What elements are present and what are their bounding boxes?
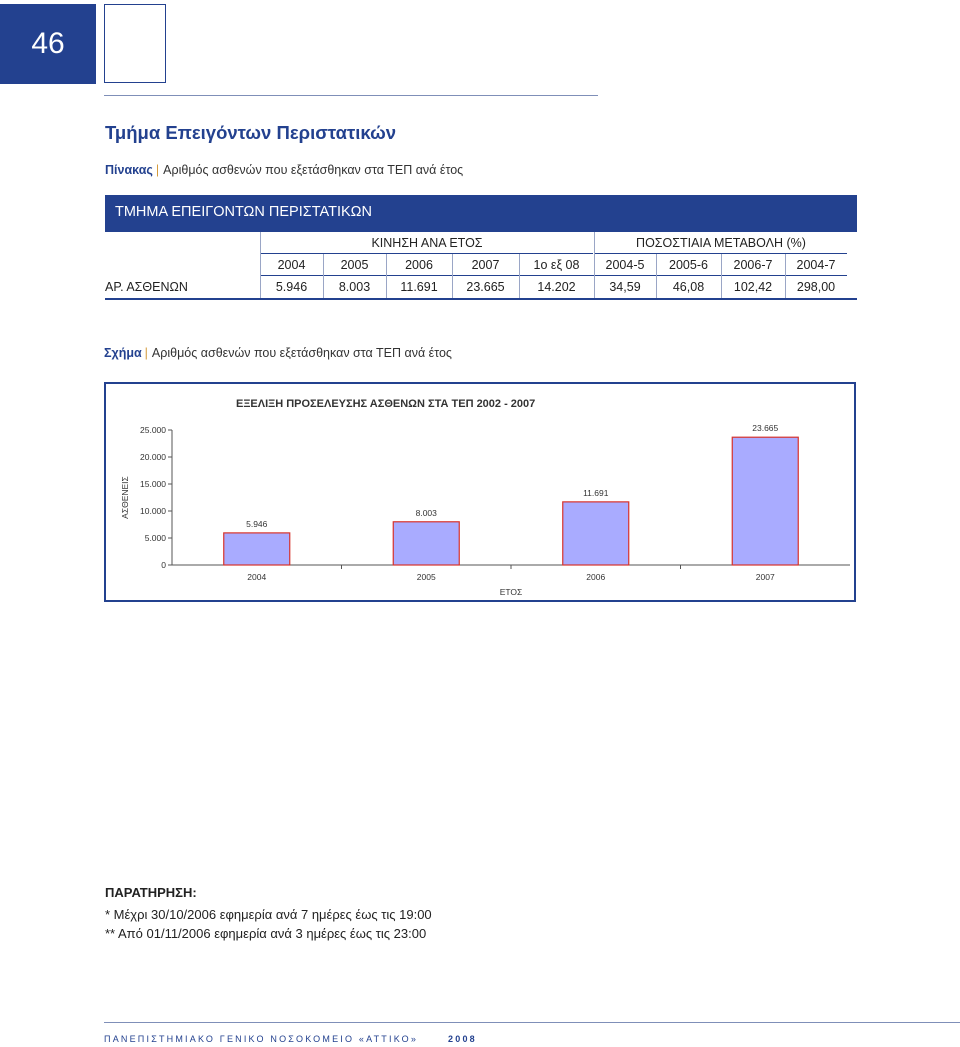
header-divider	[104, 95, 598, 96]
notes	[105, 883, 432, 944]
figure-caption-text: Αριθμός ασθενών που εξετάσθηκαν στα ΤΕΠ ανά έτος	[151, 346, 452, 360]
table-cell: 11.691	[400, 280, 438, 294]
footer-text: ΠΑΝΕΠΙΣΤΗΜΙΑΚΟ ΓΕΝΙΚΟ ΝΟΣΟΚΟΜΕΙΟ «ΑΤΤΙΚΟ»	[104, 1034, 419, 1044]
footer-divider	[104, 1022, 960, 1023]
year-header: 2006	[405, 258, 433, 272]
y-axis-label: ΑΣΘΕΝΕΙΣ	[120, 476, 130, 519]
table-title: ΤΜΗΜΑ ΕΠΕΙΓΟΝΤΩΝ ΠΕΡΙΣΤΑΤΙΚΩΝ	[105, 195, 857, 232]
table-cell: 46,08	[672, 280, 705, 294]
change-header: 2004-7	[796, 258, 836, 272]
table-cell: 102,42	[733, 280, 773, 294]
x-tick-label: 2007	[755, 572, 775, 582]
footer	[104, 1034, 477, 1044]
row-label: ΑΡ. ΑΣΘΕΝΩΝ	[105, 280, 188, 294]
group-movement-header: ΚΙΝΗΣΗ ΑΝΑ ΕΤΟΣ	[371, 236, 483, 250]
bar-chart	[104, 382, 856, 602]
section-title: Τμήμα Επειγόντων Περιστατικών	[105, 122, 396, 143]
note-line: * Μέχρι 30/10/2006 εφημερία ανά 7 ημέρες έως τις 19:00	[105, 906, 432, 922]
change-header: 2006-7	[733, 258, 773, 272]
year-header: 2005	[340, 258, 369, 272]
y-tick-label: 20.000	[140, 452, 166, 462]
data-label: 5.946	[246, 518, 268, 529]
x-tick-label: 2006	[586, 572, 606, 582]
change-header: 2004-5	[605, 258, 645, 272]
bar	[563, 502, 629, 565]
bar	[732, 437, 798, 565]
figure-caption: Σχήμα | Αριθμός ασθενών που εξετάσθηκαν στα ΤΕΠ ανά έτος	[104, 346, 452, 360]
data-label: 8.003	[415, 507, 437, 518]
page-number: 46	[0, 4, 96, 84]
y-tick-label: 10.000	[140, 506, 166, 516]
data-label: 23.665	[752, 423, 779, 434]
table-years-row	[105, 254, 857, 276]
year-header: 2007	[471, 258, 500, 272]
table-caption-label: Πίνακας	[105, 163, 153, 177]
table-caption: Πίνακας | Αριθμός ασθενών που εξετάσθηκαν στα ΤΕΠ ανά έτος	[105, 163, 464, 177]
table-cell: 34,59	[609, 280, 641, 294]
group-change-header: ΠΟΣΟΣΤΙΑΙΑ ΜΕΤΑΒΟΛΗ (%)	[636, 236, 806, 250]
notes-heading: ΠΑΡΑΤΗΡΗΣΗ:	[105, 885, 197, 900]
patients-table	[105, 195, 857, 300]
y-tick-label: 0	[161, 560, 166, 570]
y-tick-label: 25.000	[140, 425, 166, 435]
table-caption-text: Αριθμός ασθενών που εξετάσθηκαν στα ΤΕΠ ανά έτος	[163, 163, 464, 177]
footer-year: 2008	[448, 1034, 477, 1044]
year-header: 1ο εξ 08	[533, 258, 580, 272]
y-tick-label: 5.000	[144, 533, 166, 543]
table-cell: 298,00	[796, 280, 836, 294]
table-cell: 23.665	[466, 280, 505, 294]
bar	[224, 533, 290, 565]
year-header: 2004	[277, 258, 306, 272]
table-cell: 5.946	[275, 280, 308, 294]
table-cell: 14.202	[537, 280, 576, 294]
table-group-row	[105, 232, 857, 254]
x-tick-label: 2005	[416, 572, 436, 582]
x-axis-label: ΕΤΟΣ	[499, 587, 523, 597]
table-data-row	[105, 276, 857, 300]
x-tick-label: 2004	[247, 572, 267, 582]
data-label: 11.691	[583, 487, 609, 498]
bar	[393, 522, 459, 565]
header-blank-box	[104, 4, 166, 83]
chart-canvas	[106, 384, 854, 600]
note-line: ** Από 01/11/2006 εφημερία ανά 3 ημέρες έως τις 23:00	[105, 926, 427, 941]
chart-title: ΕΞΕΛΙΞΗ ΠΡΟΣΕΛΕΥΣΗΣ ΑΣΘΕΝΩΝ ΣΤΑ ΤΕΠ 2002 - 2007	[236, 398, 536, 410]
figure-caption-label: Σχήμα	[104, 346, 142, 360]
change-header: 2005-6	[669, 258, 708, 272]
y-tick-label: 15.000	[140, 479, 166, 489]
table-cell: 8.003	[338, 280, 371, 294]
